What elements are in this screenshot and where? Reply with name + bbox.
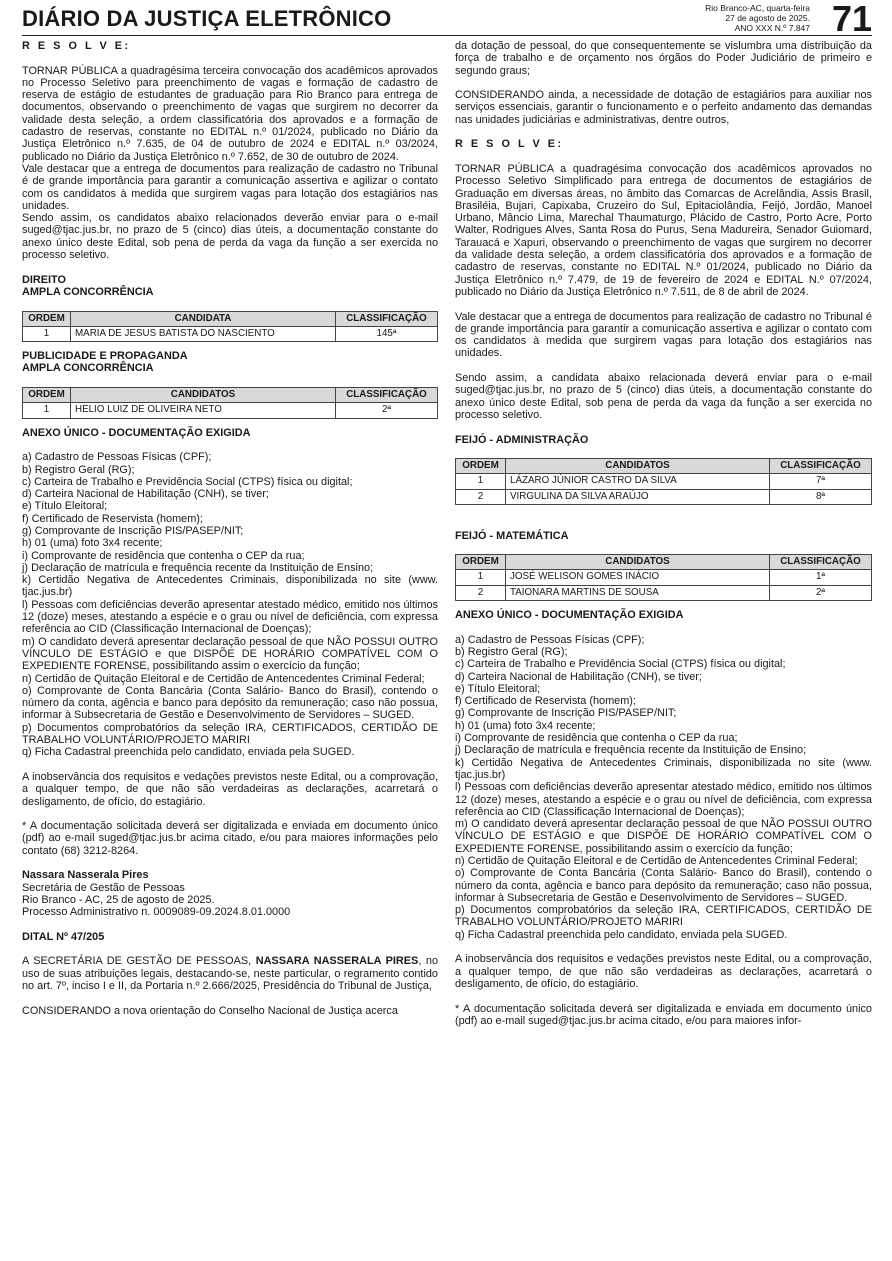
resolve-heading: R E S O L V E: — [455, 138, 564, 151]
table-header: CLASSIFICAÇÃO — [770, 459, 872, 474]
paragraph: TORNAR PÚBLICA a quadragésima convocação dos acadêmicos aprovados no Processo Seletivo Simplificado para entrega de documentos de estagiários de Graduação em diversas áreas, no âmbito das Comarcas de Acrelândia, Assis Brasil, Brasiléia, Bujari, Capixaba, Cruzeiro do Sul, Epitaciolândia, Feijó, Jordão, Manoel Urbano, Mâncio Lima, Marechal Thaumaturgo, Plácido de Castro, Porto Acre, Porto Walter, Rodrigues Alves, Santa Rosa do Purus, Sena Madureira, Senador Guiomard, Tarauacá e Xapuri, observando o preenchimento de vagas que surgirem no decorrer da validade desta seleção, a ordem classificatória dos aprovados e a formação de cadastro de reservas, constante no EDITAL N.º 01/2024, publicado no Diário da Justiça Eletrônico n.º 7.479, de 19 de fevereiro de 2024 e EDITAL N.º 07/2024, publicado no Diário da Justiça Eletrônico n.º 7.511, de 8 de abril de 2024. — [455, 162, 872, 298]
list-item: f) Certificado de Reservista (homem); — [22, 512, 203, 525]
annex-list — [455, 634, 872, 941]
table-cell: HELIO LUIZ DE OLIVEIRA NETO — [71, 403, 336, 418]
text-span: A SECRETÁRIA DE GESTÃO DE PESSOAS, — [22, 955, 256, 968]
signature-place-date: Rio Branco - AC, 25 de agosto de 2025. — [22, 893, 215, 906]
table-row — [456, 570, 872, 585]
paragraph: Vale destacar que a entrega de documentos para realização de cadastro no Tribunal é de grande importância para garantir a comunicação assertiva e agilizar o contato com os candidatos à medida que surgirem vagas para lotação dos estagiários nas unidades. — [455, 310, 872, 360]
list-item: p) Documentos comprobatórios da seleção IRA, CERTIFICADOS, CERTIDÃO DE TRABALHO VOLUNTÁRIO/PROJETO MARIRI — [22, 721, 438, 747]
annex-title: ANEXO ÚNICO - DOCUMENTAÇÃO EXIGIDA — [22, 426, 251, 439]
paragraph: Vale destacar que a entrega de documentos para realização de cadastro no Tribunal é de grande importância para garantir a comunicação assertiva e agilizar o contato com os candidatos à medida que surgirem vagas para lotação dos estagiários nas unidades. — [22, 162, 438, 212]
table-cell: 2ª — [336, 403, 438, 418]
section-subtitle: AMPLA CONCORRÊNCIA — [22, 285, 154, 298]
page-number: 71 — [831, 0, 872, 39]
list-item: b) Registro Geral (RG); — [22, 463, 135, 476]
list-item: k) Certidão Negativa de Antecedentes Criminais, disponibilizada no site (www. tjac.jus.br) — [455, 756, 872, 781]
list-item: f) Certificado de Reservista (homem); — [455, 695, 636, 708]
signer-name: Nassara Nasserala Pires — [22, 869, 149, 882]
table-header: CANDIDATOS — [71, 388, 336, 403]
left-column — [22, 40, 438, 1017]
table-cell: 1 — [456, 474, 506, 489]
table-cell: 8ª — [770, 489, 872, 504]
list-item: i) Comprovante de residência que contenha o CEP da rua; — [22, 549, 305, 562]
candidates-table — [22, 311, 438, 343]
edition-info — [705, 3, 810, 33]
list-item: q) Ficha Cadastral preenchida pelo candidato, enviada pela SUGED. — [455, 928, 788, 941]
list-item: a) Cadastro de Pessoas Físicas (CPF); — [455, 633, 645, 646]
table-cell: 1ª — [770, 570, 872, 585]
paragraph: * A documentação solicitada deverá ser digitalizada e enviada em documento único (pdf) ao e-mail suged@tjac.jus.br acima citado, e/ou para maiores informações pelo contato (68) 3212-8264. — [22, 820, 438, 857]
table-cell: 1 — [23, 403, 71, 418]
list-item: d) Carteira Nacional de Habilitação (CNH), se tiver; — [455, 670, 702, 683]
list-item: a) Cadastro de Pessoas Físicas (CPF); — [22, 451, 212, 464]
table-cell: 2 — [456, 585, 506, 600]
table-header: CLASSIFICAÇÃO — [770, 555, 872, 570]
resolve-heading: R E S O L V E: — [22, 40, 131, 52]
table-header: CANDIDATOS — [506, 459, 770, 474]
publication-date: 27 de agosto de 2025. — [725, 13, 810, 23]
list-item: o) Comprovante de Conta Bancária (Conta Salário- Banco do Brasil), contendo o número da conta, agência e banco para depósito da remuneração; caso não possua, informar à Subsecretaria de Gestão e Desenvolvimento de Servidores – SUGED. — [22, 684, 438, 722]
list-item: o) Comprovante de Conta Bancária (Conta Salário- Banco do Brasil), contendo o número da conta, agência e banco para depósito da remuneração; caso não possua, informar à Subsecretaria de Gestão e Desenvolvimento de Servidores – SUGED. — [455, 867, 872, 904]
paragraph: CONSIDERANDO a nova orientação do Conselho Nacional de Justiça acerca — [22, 1004, 398, 1017]
list-item: d) Carteira Nacional de Habilitação (CNH), se tiver; — [22, 488, 269, 501]
paragraph: CONSIDERANDO ainda, a necessidade de dotação de estagiários para auxiliar nos serviços essenciais, garantir o funcionamento e o perfeito andamento das demandas nas unidades judiciárias e administrativas, dentre outros, — [455, 89, 872, 126]
section-title: PUBLICIDADE E PROPAGANDA — [22, 350, 188, 363]
table-cell: JOSÉ WELISON GOMES INÁCIO — [506, 570, 770, 585]
annex-title: ANEXO ÚNICO - DOCUMENTAÇÃO EXIGIDA — [455, 609, 684, 622]
list-item: c) Carteira de Trabalho e Previdência Social (CTPS) física ou digital; — [455, 658, 786, 671]
table-cell: MARIA DE JESUS BATISTA DO NASCIENTO — [71, 326, 336, 341]
table-row — [23, 326, 438, 341]
edition-number: ANO XXX N.º 7.847 — [734, 23, 810, 33]
paragraph — [22, 955, 438, 992]
list-item: b) Registro Geral (RG); — [455, 645, 568, 658]
table-header: ORDEM — [23, 311, 71, 326]
section-title: FEIJÓ - MATEMÁTICA — [455, 529, 569, 542]
table-cell: 145ª — [336, 326, 438, 341]
section-title: FEIJÓ - ADMINISTRAÇÃO — [455, 433, 589, 446]
list-item: l) Pessoas com deficiências deverão apresentar atestado médico, emitido nos últimos 12 (doze) meses, atestando a espécie e o grau ou nível de deficiência, com expressa referência ao CID (Classificação Internacional de Doenças); — [455, 781, 872, 818]
paragraph: * A documentação solicitada deverá ser digitalizada e enviada em documento único (pdf) ao e-mail suged@tjac.jus.br acima citado, e/ou para maiores infor- — [455, 1002, 872, 1027]
paragraph: Sendo assim, a candidata abaixo relacionada deverá enviar para o e-mail suged@tjac.jus.br, no prazo de 5 (cinco) dias úteis, a documentação constante do anexo único deste Edital, sob pena de perda da vaga da função a ser exercida no processo seletivo. — [455, 372, 872, 421]
table-header: CANDIDATOS — [506, 555, 770, 570]
table-cell: 7ª — [770, 474, 872, 489]
text-span: , no uso de suas atribuições legais, destacando-se, neste particular, o regramento contido no art. 7º, inciso I e II, da Portaria n.º 2.666/2025, Presidência do Tribunal de Justiça, — [22, 955, 439, 992]
section-subtitle: AMPLA CONCORRÊNCIA — [22, 362, 154, 375]
signer-name-inline: NASSARA NASSERALA PIRES — [255, 955, 419, 968]
list-item: g) Comprovante de Inscrição PIS/PASEP/NIT; — [22, 524, 244, 537]
candidates-table — [455, 458, 872, 505]
table-header: ORDEM — [456, 555, 506, 570]
paragraph: Sendo assim, os candidatos abaixo relacionados deverão enviar para o e-mail suged@tjac.jus.br, no prazo de 5 (cinco) dias úteis, a documentação constante do anexo único deste Edital, sob pena de perda da vaga da função a ser exercida no processo seletivo. — [22, 212, 438, 262]
table-row — [456, 474, 872, 489]
table-cell: 2ª — [770, 585, 872, 600]
paragraph: da dotação de pessoal, do que consequentemente se vislumbra uma distribuição da força de trabalho e de orçamento nos órgãos do Poder Judiciário de primeiro e segundo graus; — [455, 40, 872, 77]
edital-title: DITAL Nº 47/205 — [22, 930, 105, 943]
table-cell: 1 — [456, 570, 506, 585]
list-item: m) O candidato deverá apresentar declaração pessoal de que NÃO POSSUI OUTRO VÍNCULO DE ESTÁGIO e que DISPÕE DE HORÁRIO COMPATÍVEL COM O EXPEDIENTE FORENSE, possibilitando assim o exercício da função; — [455, 818, 872, 855]
table-cell: 2 — [456, 489, 506, 504]
list-item: k) Certidão Negativa de Antecedentes Criminais, disponibilizada no site (www. tjac.jus.br) — [22, 574, 438, 599]
list-item: e) Título Eleitoral; — [22, 500, 108, 513]
table-row — [456, 585, 872, 600]
right-column — [455, 40, 872, 1027]
table-row — [23, 403, 438, 418]
list-item: q) Ficha Cadastral preenchida pelo candidato, enviada pela SUGED. — [22, 746, 355, 759]
table-cell: VIRGULINA DA SILVA ARAÚJO — [506, 489, 770, 504]
table-header: ORDEM — [23, 388, 71, 403]
list-item: n) Certidão de Quitação Eleitoral e de Certidão de Antencedentes Criminal Federal; — [455, 855, 858, 867]
table-cell: 1 — [23, 326, 71, 341]
table-header: CLASSIFICAÇÃO — [336, 388, 438, 403]
list-item: j) Declaração de matrícula e frequência recente da Instituição de Ensino; — [455, 744, 807, 757]
table-cell: LÁZARO JÚNIOR CASTRO DA SILVA — [506, 474, 770, 489]
list-item: m) O candidato deverá apresentar declaração pessoal de que NÃO POSSUI OUTRO VÍNCULO DE ESTÁGIO e que DISPÕE DE HORÁRIO COMPATÍVEL COM O EXPEDIENTE FORENSE, possibilitando assim o exercício da função; — [22, 635, 438, 673]
table-header: CANDIDATA — [71, 311, 336, 326]
table-row — [456, 489, 872, 504]
paragraph: A inobservância dos requisitos e vedações previstos neste Edital, ou a comprovação, a qualquer tempo, de que não são verdadeiras as declarações, acarretará o desligamento, de ofício, do estagiário. — [455, 953, 872, 990]
list-item: l) Pessoas com deficiências deverão apresentar atestado médico, emitido nos últimos 12 (doze) meses, atestando a espécie e o grau ou nível de deficiência, com expressa referência ao CID (Classificação Internacional de Doenças); — [22, 598, 438, 636]
paragraph: A inobservância dos requisitos e vedações previstos neste Edital, ou a comprovação, a qualquer tempo, de que não são verdadeiras as declarações, acarretará o desligamento, de ofício, do estagiário. — [22, 770, 438, 808]
location-date: Rio Branco-AC, quarta-feira — [705, 3, 810, 13]
table-cell: TAIONARA MARTINS DE SOUSA — [506, 585, 770, 600]
list-item: n) Certidão de Quitação Eleitoral e de Certidão de Antencedentes Criminal Federal; — [22, 672, 425, 685]
list-item: p) Documentos comprobatórios da seleção IRA, CERTIFICADOS, CERTIDÃO DE TRABALHO VOLUNTÁRIO/PROJETO MARIRI — [455, 904, 872, 929]
candidates-table — [455, 554, 872, 601]
list-item: j) Declaração de matrícula e frequência recente da Instituição de Ensino; — [22, 561, 374, 574]
page-header — [22, 0, 872, 39]
table-header: CLASSIFICAÇÃO — [336, 311, 438, 326]
process-number: Processo Administrativo n. 0009089-09.2024.8.01.0000 — [22, 906, 291, 919]
signer-role: Secretária de Gestão de Pessoas — [22, 881, 185, 894]
candidates-table — [22, 387, 438, 419]
table-header: ORDEM — [456, 459, 506, 474]
list-item: h) 01 (uma) foto 3x4 recente; — [22, 537, 163, 550]
section-title: DIREITO — [22, 273, 66, 286]
annex-list — [22, 451, 438, 758]
list-item: c) Carteira de Trabalho e Previdência Social (CTPS) física ou digital; — [22, 475, 353, 488]
list-item: e) Título Eleitoral; — [455, 682, 541, 695]
paragraph: TORNAR PÚBLICA a quadragésima terceira convocação dos acadêmicos aprovados no Processo Seletivo para preenchimento de vagas e formação de cadastro de reserva de estágio de estudantes de graduação para Rio Branco para entrega de documentos, observando o preenchimento de vagas que surgirem no decorrer da validade desta seleção, a ordem classificatória dos aprovados e a formação de cadastro de reservas, constante no EDITAL n.º 01/2024, publicado no Diário da Justiça Eletrônico n.º 7.635, de 04 de outubro de 2024 e EDITAL n.º 03/2024, publicado no Diário da Justiça Eletrônico n.º 7.652, de 30 de outubro de 2024. — [22, 64, 438, 163]
journal-title: DIÁRIO DA JUSTIÇA ELETRÔNICO — [22, 6, 392, 31]
list-item: h) 01 (uma) foto 3x4 recente; — [455, 719, 596, 732]
list-item: i) Comprovante de residência que contenha o CEP da rua; — [455, 732, 738, 745]
list-item: g) Comprovante de Inscrição PIS/PASEP/NIT; — [455, 707, 677, 720]
